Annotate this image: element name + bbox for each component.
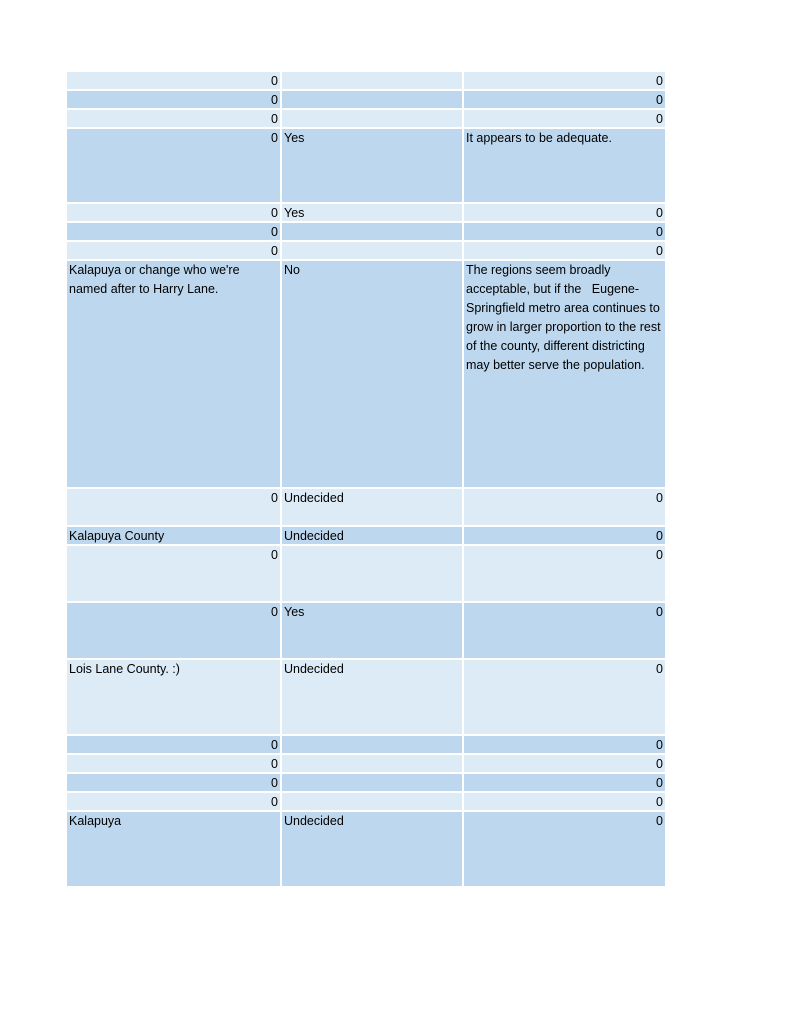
regions-comment-cell[interactable]: 0 bbox=[462, 223, 665, 240]
table-row bbox=[67, 546, 665, 603]
change-vote-cell[interactable] bbox=[280, 91, 462, 108]
table-row bbox=[67, 660, 665, 736]
regions-comment-cell[interactable]: 0 bbox=[462, 546, 665, 601]
regions-comment-cell[interactable]: 0 bbox=[462, 489, 665, 525]
county-name-cell[interactable]: 0 bbox=[271, 93, 278, 107]
table-row bbox=[67, 261, 665, 489]
change-vote-cell[interactable] bbox=[280, 755, 462, 772]
regions-comment-cell[interactable]: 0 bbox=[462, 793, 665, 810]
change-vote-cell[interactable] bbox=[280, 223, 462, 240]
change-vote-cell[interactable] bbox=[280, 546, 462, 601]
table-row bbox=[67, 527, 665, 546]
table-row bbox=[67, 91, 665, 110]
change-vote-cell[interactable] bbox=[280, 242, 462, 259]
county-name-cell[interactable]: 0 bbox=[271, 131, 278, 145]
table-row bbox=[67, 736, 665, 755]
regions-comment-cell[interactable]: 0 bbox=[462, 110, 665, 127]
regions-comment-cell[interactable]: 0 bbox=[462, 72, 665, 89]
regions-comment-cell[interactable]: The regions seem broadly acceptable, but if the Eugene-Springfield metro area continues to grow in larger proportion to the rest of the county, different districting may better serve the population. bbox=[462, 261, 665, 487]
county-name-cell[interactable]: 0 bbox=[271, 112, 278, 126]
county-name-cell[interactable]: 0 bbox=[271, 548, 278, 562]
table-row bbox=[67, 72, 665, 91]
table-row bbox=[67, 603, 665, 660]
change-vote-cell[interactable]: Yes bbox=[280, 129, 462, 202]
county-name-cell[interactable]: 0 bbox=[271, 776, 278, 790]
table-row bbox=[67, 812, 665, 886]
table-row bbox=[67, 129, 665, 204]
regions-comment-cell[interactable]: 0 bbox=[462, 755, 665, 772]
change-vote-cell[interactable]: Yes bbox=[280, 603, 462, 658]
change-vote-cell[interactable]: No bbox=[280, 261, 462, 487]
county-name-cell[interactable]: 0 bbox=[271, 225, 278, 239]
table-row bbox=[67, 242, 665, 261]
change-vote-cell[interactable]: Undecided bbox=[280, 527, 462, 544]
spreadsheet-table bbox=[67, 72, 665, 886]
county-name-cell[interactable]: Kalapuya bbox=[69, 814, 122, 828]
regions-comment-cell[interactable]: It appears to be adequate. bbox=[462, 129, 665, 202]
county-name-cell[interactable]: 0 bbox=[271, 206, 278, 220]
regions-comment-cell[interactable]: 0 bbox=[462, 242, 665, 259]
change-vote-cell[interactable]: Undecided bbox=[280, 489, 462, 525]
county-name-cell[interactable]: Lois Lane County. :) bbox=[69, 662, 180, 676]
change-vote-cell[interactable] bbox=[280, 736, 462, 753]
change-vote-cell[interactable]: Undecided bbox=[280, 660, 462, 734]
regions-comment-cell[interactable]: 0 bbox=[462, 736, 665, 753]
table-row bbox=[67, 110, 665, 129]
county-name-cell[interactable]: 0 bbox=[271, 738, 278, 752]
table-row bbox=[67, 223, 665, 242]
change-vote-cell[interactable] bbox=[280, 72, 462, 89]
regions-comment-cell[interactable]: 0 bbox=[462, 812, 665, 886]
county-name-cell[interactable]: Kalapuya County bbox=[69, 529, 165, 543]
table-row bbox=[67, 755, 665, 774]
change-vote-cell[interactable]: Undecided bbox=[280, 812, 462, 886]
county-name-cell[interactable]: Kalapuya or change who we're named after to Harry Lane. bbox=[69, 263, 244, 296]
regions-comment-cell[interactable]: 0 bbox=[462, 603, 665, 658]
change-vote-cell[interactable] bbox=[280, 774, 462, 791]
table-row bbox=[67, 774, 665, 793]
regions-comment-cell[interactable]: 0 bbox=[462, 527, 665, 544]
regions-comment-cell[interactable]: 0 bbox=[462, 774, 665, 791]
county-name-cell[interactable]: 0 bbox=[271, 491, 278, 505]
regions-comment-cell[interactable]: 0 bbox=[462, 204, 665, 221]
county-name-cell[interactable]: 0 bbox=[271, 244, 278, 258]
county-name-cell[interactable]: 0 bbox=[271, 795, 278, 809]
regions-comment-cell[interactable]: 0 bbox=[462, 91, 665, 108]
table-row bbox=[67, 793, 665, 812]
county-name-cell[interactable]: 0 bbox=[271, 757, 278, 771]
change-vote-cell[interactable]: Yes bbox=[280, 204, 462, 221]
county-name-cell[interactable]: 0 bbox=[271, 74, 278, 88]
table-row bbox=[67, 489, 665, 527]
change-vote-cell[interactable] bbox=[280, 793, 462, 810]
county-name-cell[interactable]: 0 bbox=[271, 605, 278, 619]
table-row bbox=[67, 204, 665, 223]
regions-comment-cell[interactable]: 0 bbox=[462, 660, 665, 734]
change-vote-cell[interactable] bbox=[280, 110, 462, 127]
